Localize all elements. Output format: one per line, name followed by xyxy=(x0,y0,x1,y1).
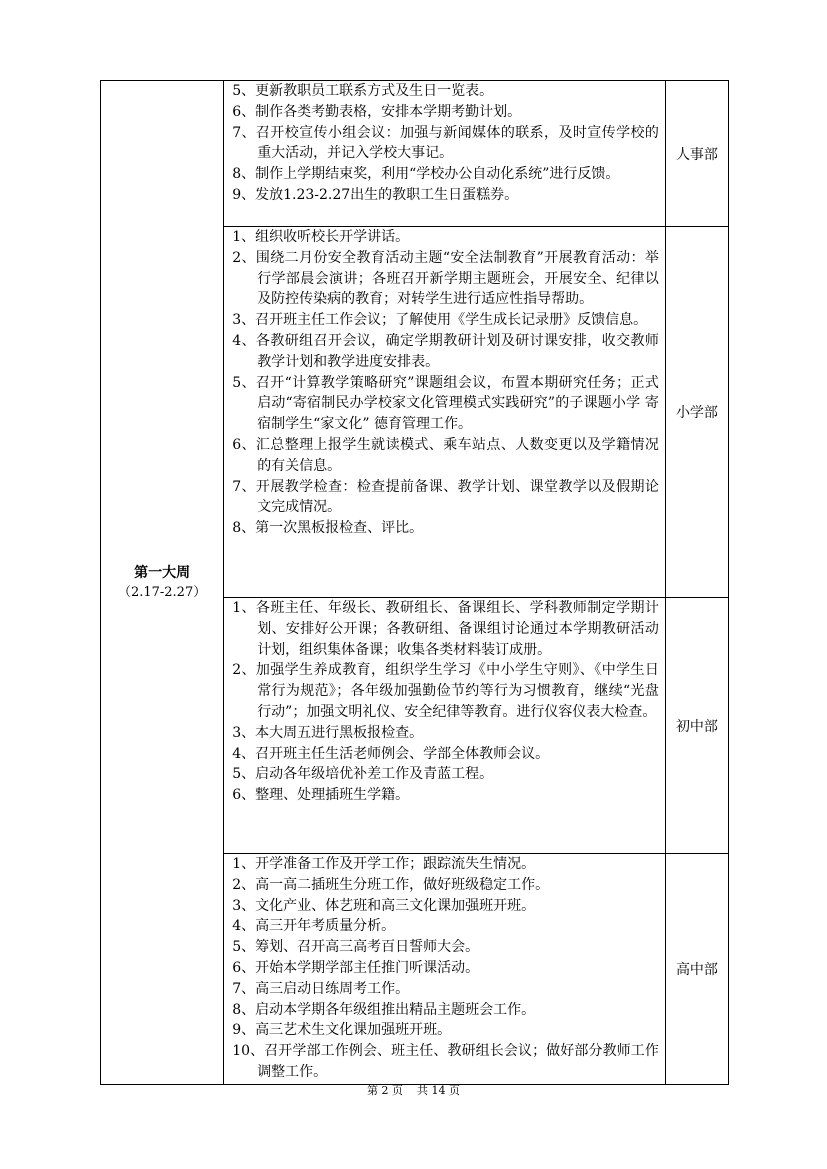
content-cell-junior xyxy=(224,598,666,854)
list-item: 3、文化产业、体艺班和高三文化课加强班开班。 xyxy=(232,897,536,914)
department-label-primary: 小学部 xyxy=(665,227,728,598)
list-item: 7、召开校宣传小组会议：加强与新闻媒体的联系，及时宣传学校的重大活动，并记入学校大事记。 xyxy=(232,124,659,162)
list-item: 4、高三开年考质量分析。 xyxy=(232,918,396,935)
week-date: （2.17-2.27） xyxy=(117,584,207,600)
list-item: 2、加强学生养成教育，组织学生学习《中小学生守则》、《中学生日常行为规范》；各年级加强勤俭节约等行为习惯教育，继续“光盘行动”；加强文明礼仪、安全纪律等教育。进行仪容仪表大检查。 xyxy=(232,662,659,720)
list-item: 8、启动本学期各年级组推出精品主题班会工作。 xyxy=(232,1001,536,1018)
list-item: 5、更新教职员工联系方式及生日一览表。 xyxy=(232,83,494,99)
list-item: 9、发放1.23-2.27出生的教职工生日蛋糕券。 xyxy=(232,186,519,203)
list-item: 5、召开“计算教学策略研究”课题组会议，布置本期研究任务；正式启动“寄宿制民办学校家文化管理模式实践研究”的子课题小学 寄宿制学生“家文化” 德育管理工作。 xyxy=(232,374,659,433)
department-label-junior: 初中部 xyxy=(665,598,728,854)
page-number: 第 2 页 xyxy=(367,1084,403,1097)
list-item: 1、开学准备工作及开学工作；跟踪流失生情况。 xyxy=(232,856,536,872)
list-item: 4、各教研组召开会议，确定学期教研计划及研讨课安排，收交教师教学计划和教学进度安排表。 xyxy=(232,332,659,370)
list-item: 5、启动各年级培优补差工作及青蓝工程。 xyxy=(232,766,494,783)
list-item: 9、高三艺术生文化课加强班开班。 xyxy=(232,1022,452,1039)
table-row-personnel xyxy=(101,81,729,227)
list-item: 6、整理、处理插班生学籍。 xyxy=(232,787,410,804)
content-cell-senior xyxy=(224,854,666,1085)
list-item: 7、开展教学检查：检查提前备课、教学计划、课堂教学以及假期论文完成情况。 xyxy=(232,478,659,516)
page-footer xyxy=(0,1083,827,1099)
list-item: 4、召开班主任生活老师例会、学部全体教师会议。 xyxy=(232,745,550,762)
content-cell-primary xyxy=(224,227,666,598)
list-item: 6、制作各类考勤表格，安排本学期考勤计划。 xyxy=(232,103,522,120)
list-item: 1、各班主任、年级长、教研组长、备课组长、学科教师制定学期计划、安排好公开课；各教研组、备课组讨论通过本学期教研活动计划，组织集体备课；收集各类材料装订成册。 xyxy=(232,600,659,658)
list-item: 8、制作上学期结束奖，利用“学校办公自动化系统”进行反馈。 xyxy=(232,166,620,183)
list-item: 6、开始本学期学部主任推门听课活动。 xyxy=(232,959,480,976)
list-item: 3、召开班主任工作会议；了解使用《学生成长记录册》反馈信息。 xyxy=(232,312,648,329)
department-label-senior: 高中部 xyxy=(665,854,728,1085)
week-cell xyxy=(101,81,224,1085)
list-item: 1、组织收听校长开学讲话。 xyxy=(232,229,410,245)
list-item: 3、本大周五进行黑板报检查。 xyxy=(232,724,424,741)
list-item: 6、汇总整理上报学生就读模式、乘车站点、人数变更以及学籍情况的有关信息。 xyxy=(232,436,659,474)
page-total: 共 14 页 xyxy=(417,1084,460,1097)
list-item: 2、围绕二月份安全教育活动主题“安全法制教育”开展教育活动：举行学部晨会演讲；各班召开新学期主题班会，开展安全、纪律以及防控传染病的教育；对转学生进行适应性指导帮助。 xyxy=(232,249,659,308)
department-label-personnel: 人事部 xyxy=(665,81,728,227)
plan-table xyxy=(100,80,729,1085)
list-item: 8、第一次黑板报检查、评比。 xyxy=(232,520,424,537)
list-item: 5、筹划、召开高三高考百日誓师大会。 xyxy=(232,939,480,956)
list-item: 2、高一高二插班生分班工作，做好班级稳定工作。 xyxy=(232,876,550,893)
list-item: 7、高三启动日练周考工作。 xyxy=(232,980,410,997)
week-title: 第一大周 xyxy=(134,564,191,581)
content-cell-personnel xyxy=(224,81,666,227)
list-item: 10、召开学部工作例会、班主任、教研组长会议；做好部分教师工作调整工作。 xyxy=(232,1043,659,1080)
